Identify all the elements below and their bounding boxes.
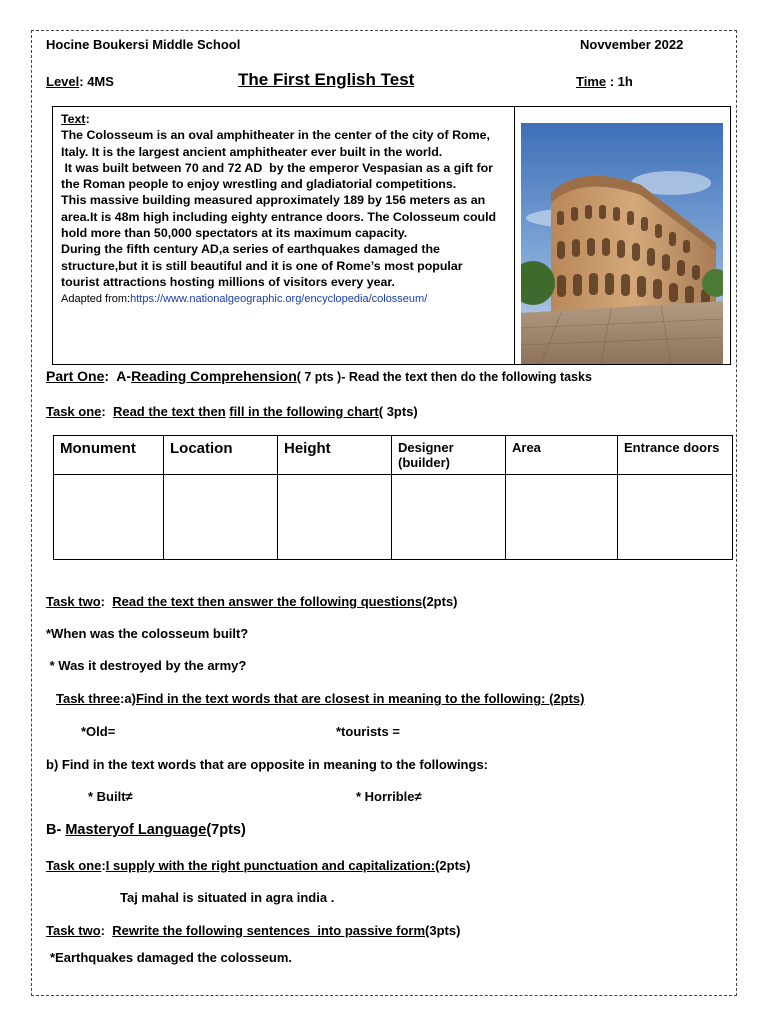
- school-name: Hocine Boukersi Middle School: [46, 37, 241, 52]
- level-value: : 4MS: [79, 74, 114, 89]
- task-one-text-b: fill in the following chart: [229, 404, 379, 419]
- reading-passage-box: [52, 106, 731, 365]
- chart-header-height: Height: [278, 436, 392, 475]
- part-b-points: (7pts): [206, 822, 246, 838]
- part-b-prefix: B-: [46, 822, 66, 838]
- chart-cell-monument[interactable]: [54, 475, 164, 560]
- passive-sentence: *Earthquakes damaged the colosseum.: [50, 950, 293, 965]
- passage-line: structure,but it is still beautiful and it is one of Rome’s most popular: [61, 258, 463, 273]
- passage-line: area.It is 48m high including eighty entrance doors. The Colosseum could: [61, 209, 497, 224]
- task-b2-points: (3pts): [425, 923, 461, 938]
- chart-cell-area[interactable]: [506, 475, 618, 560]
- task-one-colon: :: [101, 404, 113, 419]
- time-label: Time: [576, 74, 607, 89]
- task-three-heading: [56, 691, 585, 706]
- task-one-points: ( 3pts): [378, 404, 418, 419]
- task-two-text: Read the text then answer the following questions: [112, 594, 423, 609]
- task-b1-points: (2pts): [435, 858, 471, 873]
- antonym-built: * Built≠: [88, 789, 133, 804]
- colosseum-photo: [521, 123, 723, 364]
- passage-line: It was built between 70 and 72 AD by the emperor Vespasian as a gift for: [61, 160, 493, 175]
- chart-cell-height[interactable]: [278, 475, 392, 560]
- task-b1-label: Task one: [46, 858, 102, 873]
- passage-line: During the fifth century AD,a series of earthquakes damaged the: [61, 242, 440, 257]
- colosseum-illustration: [521, 123, 723, 364]
- passage-line: the Roman people to enjoy wrestling and gladiatorial competitions.: [61, 177, 457, 192]
- question-2: * Was it destroyed by the army?: [46, 658, 247, 673]
- passage-line: tourist attractions hosting millions of visitors every year.: [61, 274, 395, 289]
- task-three-text: Find in the text words that are closest in meaning to the following: (2pts): [135, 691, 585, 706]
- task-two-colon: :: [100, 594, 113, 609]
- task-three-colon: :a): [120, 691, 136, 706]
- part-one-section: Reading Comprehension: [131, 368, 297, 384]
- task-three-label: Task three: [56, 691, 121, 706]
- task-one-text-a: Read the text then: [112, 404, 226, 419]
- passage-label: Text: [61, 112, 86, 126]
- level-label: Level: [46, 74, 80, 89]
- task-b1-colon: :: [101, 858, 106, 873]
- time-line: [576, 74, 633, 89]
- task-b2-text: Rewrite the following sentences into passive form: [112, 923, 426, 938]
- source-label: Adapted from:: [61, 293, 131, 306]
- source-line: [61, 291, 509, 307]
- task-b1-heading: [46, 858, 470, 873]
- task-b2-colon: :: [100, 923, 113, 938]
- task-one-heading: [46, 404, 418, 419]
- passage-line: Italy. It is the largest ancient amphitheater ever built in the world.: [61, 144, 443, 159]
- antonym-instruction: b) Find in the text words that are opposite in meaning to the followings:: [46, 757, 488, 772]
- synonym-tourists: *tourists =: [336, 724, 400, 739]
- chart-header-location: Location: [164, 436, 278, 475]
- part-b-heading: [46, 822, 246, 838]
- part-one-prefix: Part One: [46, 368, 105, 384]
- exam-date: Novvember 2022: [580, 37, 684, 52]
- test-title: The First English Test: [238, 70, 415, 89]
- part-b-section: Masteryof Language: [65, 822, 207, 838]
- part-one-sep: : A-: [104, 368, 132, 384]
- chart-cell-location[interactable]: [164, 475, 278, 560]
- source-link[interactable]: https://www.nationalgeographic.org/encyclopedia/colosseum/: [130, 293, 428, 306]
- part-one-instruction: - Read the text then do the following tasks: [341, 370, 592, 384]
- level-line: [46, 74, 114, 89]
- passage-line: This massive building measured approximately 189 by 156 meters as an: [61, 193, 486, 208]
- part-one-points: ( 7 pts ): [296, 370, 342, 384]
- task-b2-heading: [46, 923, 460, 938]
- time-value: : 1h: [606, 74, 633, 89]
- passage-line: hold more than 50,000 spectators at its maximum capacity.: [61, 226, 408, 241]
- part-one-heading: [46, 368, 592, 384]
- synonym-old: *Old=: [81, 724, 116, 739]
- task-b1-text: I supply with the right punctuation and capitalization:: [105, 858, 436, 873]
- fill-in-chart: [53, 435, 733, 560]
- chart-header-area: Area: [506, 436, 618, 475]
- task-b2-label: Task two: [46, 923, 101, 938]
- chart-header-entrance-doors: Entrance doors: [618, 436, 733, 475]
- chart-header-monument: Monument: [54, 436, 164, 475]
- task-one-label: Task one: [46, 404, 102, 419]
- task-two-label: Task two: [46, 594, 101, 609]
- chart-cell-designer[interactable]: [392, 475, 506, 560]
- question-1: *When was the colosseum built?: [46, 626, 249, 641]
- passage-line: The Colosseum is an oval amphitheater in the center of the city of Rome,: [61, 128, 490, 143]
- chart-cell-entrance-doors[interactable]: [618, 475, 733, 560]
- chart-header-designer: Designer (builder): [392, 436, 506, 475]
- reading-passage: Text: The Colosseum is an oval amphitheater in the center of the city of Rome, Italy. It is the largest ancient amphitheater ever built in the world. It was built between 70 and 72 AD by the emperor Vespasian as a gift for the Roman people to enjoy wrestling and gladiatorial competitions. This massive building measured approximately 189 by 156 meters as an area.It is 48m high including eighty entrance doors. The Colosseum could hold more than 50,000 spectators at its maximum capacity. During the fifth century AD,a series of earthquakes damaged the structure,but it is still beautiful and it is one of Rome’s most popular tourist attractions hosting millions of visitors every year. Adapted from:https://www.nationalgeographic.org/encyclopedia/colosseum/: [61, 111, 509, 308]
- passage-divider: [514, 107, 515, 364]
- punctuation-sentence: Taj mahal is situated in agra india .: [120, 890, 335, 905]
- task-two-points: (2pts): [422, 594, 458, 609]
- task-two-heading: [46, 594, 458, 609]
- antonym-horrible: * Horrible≠: [356, 789, 422, 804]
